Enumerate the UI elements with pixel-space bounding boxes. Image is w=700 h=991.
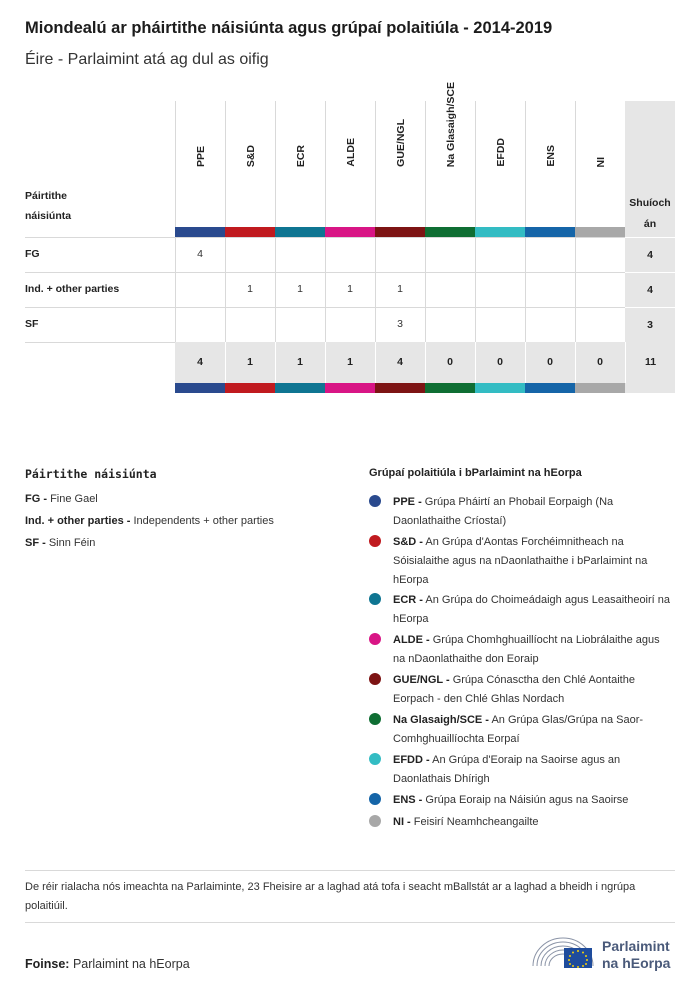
legend-group-text xyxy=(393,751,673,789)
legend-group-color-dot xyxy=(369,673,381,685)
column-header-label: EFDD xyxy=(494,138,507,167)
total-divider xyxy=(375,342,376,383)
table-row-label: SF xyxy=(25,318,39,330)
legend-group-abbr: ALDE - xyxy=(393,634,430,646)
legend-national-parties-heading: Páirtithe náisiúnta xyxy=(25,467,157,481)
seats-header-label: Shuíoch án xyxy=(629,197,671,230)
total-cell: 0 xyxy=(547,356,553,368)
seats-cell: 3 xyxy=(625,307,675,342)
group-color-bar xyxy=(575,227,625,237)
legend-group-text xyxy=(393,533,673,590)
separator-bottom xyxy=(25,922,675,923)
group-color-bar xyxy=(375,227,425,237)
cell-divider xyxy=(275,237,276,272)
column-header-label: ENS xyxy=(544,145,557,167)
cell-divider xyxy=(525,237,526,272)
table-row-label: FG xyxy=(25,248,40,260)
legend-group-name: An Grúpa Glas/Grúpa na Saor-Comhghuaillíochta Eorpaí xyxy=(393,714,644,745)
table-cell: 1 xyxy=(247,283,253,295)
cell-divider xyxy=(375,272,376,307)
cell-divider xyxy=(475,307,476,342)
seats-color-bar xyxy=(625,383,675,393)
cell-divider xyxy=(575,272,576,307)
cell-divider xyxy=(475,272,476,307)
seats-header xyxy=(625,101,675,237)
page-title: Miondealú ar pháirtithe náisiúnta agus grúpaí polaitiúla - 2014-2019 xyxy=(25,19,553,37)
cell-divider xyxy=(275,272,276,307)
total-divider xyxy=(325,342,326,383)
total-divider xyxy=(225,342,226,383)
cell-divider xyxy=(325,272,326,307)
source xyxy=(25,957,190,971)
cell-divider xyxy=(275,307,276,342)
group-color-bar xyxy=(475,227,525,237)
cell-divider xyxy=(525,272,526,307)
legend-group-color-dot xyxy=(369,535,381,547)
group-color-bar-bottom xyxy=(175,383,225,393)
cell-divider xyxy=(225,272,226,307)
legend-group-name: Grúpa Pháirtí an Phobail Eorpaigh (Na Daonlathaithe Críostaí) xyxy=(393,496,614,527)
source-text: Parlaimint na hEorpa xyxy=(72,957,190,971)
total-divider xyxy=(525,342,526,383)
total-seats-cell: 11 xyxy=(625,342,675,383)
ep-logo-text xyxy=(602,938,670,972)
group-color-bar-bottom xyxy=(225,383,275,393)
legend-party-name: Sinn Féin xyxy=(48,537,96,549)
total-cell: 0 xyxy=(497,356,503,368)
legend-group-text xyxy=(393,813,673,832)
total-divider xyxy=(475,342,476,383)
legend-group-text xyxy=(393,711,673,749)
cell-divider xyxy=(525,307,526,342)
column-header-label: Na Glasaigh/SCE xyxy=(444,81,457,167)
legend-party-abbr: FG - xyxy=(25,493,47,505)
total-divider xyxy=(425,342,426,383)
legend-group-text xyxy=(393,791,673,810)
cell-divider xyxy=(325,307,326,342)
group-color-bar xyxy=(525,227,575,237)
column-header xyxy=(425,81,475,227)
legend-group-name: Feisirí Neamhcheangailte xyxy=(413,816,539,828)
legend-group-abbr: Na Glasaigh/SCE - xyxy=(393,714,489,726)
group-color-bar-bottom xyxy=(325,383,375,393)
cell-divider xyxy=(425,307,426,342)
table-cell: 1 xyxy=(347,283,353,295)
cell-divider xyxy=(425,272,426,307)
group-color-bar-bottom xyxy=(375,383,425,393)
cell-divider xyxy=(225,307,226,342)
legend-group-color-dot xyxy=(369,713,381,725)
legend-party-abbr: SF - xyxy=(25,537,46,549)
total-cell: 1 xyxy=(297,356,303,368)
cell-divider xyxy=(575,307,576,342)
cell-divider xyxy=(325,237,326,272)
total-divider xyxy=(575,342,576,383)
table-cell: 1 xyxy=(297,283,303,295)
group-color-bar xyxy=(425,227,475,237)
legend-group-name: An Grúpa d'Aontas Forchéimnitheach na Sóisialaithe agus na nDaonlathaithe i bParlaimint na hEorpa xyxy=(393,536,648,586)
legend-group-abbr: GUE/NGL - xyxy=(393,674,450,686)
legend-party-abbr: Ind. + other parties - xyxy=(25,515,131,527)
legend-group-abbr: PPE - xyxy=(393,496,422,508)
column-header xyxy=(225,101,275,227)
legend-group-color-dot xyxy=(369,633,381,645)
legend-group-color-dot xyxy=(369,495,381,507)
seats-cell: 4 xyxy=(625,237,675,272)
legend-group-text xyxy=(393,591,673,629)
table-cell: 3 xyxy=(397,318,403,330)
legend-group-abbr: EFDD - xyxy=(393,754,430,766)
group-color-bar xyxy=(175,227,225,237)
source-label: Foinse: xyxy=(25,957,70,971)
legend-party-item xyxy=(25,537,95,549)
group-color-bar xyxy=(325,227,375,237)
cell-divider xyxy=(225,237,226,272)
group-color-bar-bottom xyxy=(475,383,525,393)
cell-divider xyxy=(475,237,476,272)
cell-divider xyxy=(425,237,426,272)
legend-group-abbr: NI - xyxy=(393,816,411,828)
legend-party-name: Independents + other parties xyxy=(133,515,274,527)
column-header-label: GUE/NGL xyxy=(394,119,407,167)
legend-party-item xyxy=(25,515,274,527)
cell-divider xyxy=(375,307,376,342)
group-color-bar-bottom xyxy=(525,383,575,393)
legend-party-name: Fine Gael xyxy=(50,493,98,505)
footnote: De réir rialacha nós imeachta na Parlaiminte, 23 Fheisire ar a laghad atá tofa i seacht mBallstát ar a laghad a bheidh i ngrúpa polaitiúil. xyxy=(25,881,636,912)
group-color-bar-bottom xyxy=(425,383,475,393)
ep-logo-line2: na hEorpa xyxy=(602,955,671,971)
legend-group-abbr: S&D - xyxy=(393,536,423,548)
legend-group-color-dot xyxy=(369,593,381,605)
cell-divider xyxy=(375,237,376,272)
legend-group-color-dot xyxy=(369,815,381,827)
legend-group-name: Grúpa Cónasctha den Chlé Aontaithe Eorpach - den Chlé Ghlas Nordach xyxy=(393,674,635,705)
total-cell: 1 xyxy=(347,356,353,368)
group-color-bar xyxy=(225,227,275,237)
column-header xyxy=(275,101,325,227)
total-cell: 1 xyxy=(247,356,253,368)
legend-group-abbr: ECR - xyxy=(393,594,423,606)
legend-group-text xyxy=(393,671,673,709)
column-header xyxy=(575,101,625,227)
total-divider xyxy=(275,342,276,383)
table-cell: 1 xyxy=(397,283,403,295)
legend-group-name: Grúpa Chomhghuaillíocht na Liobrálaithe agus na nDaonlathaithe don Eoraip xyxy=(393,634,660,665)
column-header xyxy=(375,101,425,227)
group-color-bar-bottom xyxy=(575,383,625,393)
separator-top xyxy=(25,870,675,871)
legend-group-text xyxy=(393,493,673,531)
column-header xyxy=(175,101,225,227)
total-cell: 0 xyxy=(447,356,453,368)
column-header-label: ALDE xyxy=(344,138,357,167)
legend-group-color-dot xyxy=(369,793,381,805)
cell-divider xyxy=(175,307,176,342)
total-cell: 4 xyxy=(397,356,403,368)
cell-divider xyxy=(175,272,176,307)
column-header xyxy=(325,101,375,227)
column-header xyxy=(475,101,525,227)
legend-group-color-dot xyxy=(369,753,381,765)
legend-party-item xyxy=(25,493,98,505)
column-header-label: NI xyxy=(594,156,607,167)
column-header-label: ECR xyxy=(294,144,307,167)
legend-group-name: An Grúpa do Choimeádaigh agus Leasaitheoirí na hEorpa xyxy=(393,594,671,625)
column-header-label: PPE xyxy=(194,145,207,167)
ep-logo-line1: Parlaimint xyxy=(602,938,670,954)
total-cell: 0 xyxy=(597,356,603,368)
table-row-label: Ind. + other parties xyxy=(25,283,120,295)
table-cell: 4 xyxy=(197,248,203,260)
legend-group-name: An Grúpa d'Eoraip na Saoirse agus an Daonlathais Dhírigh xyxy=(393,754,621,785)
seats-cell: 4 xyxy=(625,272,675,307)
legend-group-text xyxy=(393,631,673,669)
legend-group-name: Grúpa Eoraip na Náisiún agus na Saoirse xyxy=(425,794,629,806)
cell-divider xyxy=(175,237,176,272)
cell-divider xyxy=(575,237,576,272)
party-column-header: Páirtithe náisiúnta xyxy=(25,190,72,222)
total-cell: 4 xyxy=(197,356,203,368)
column-header xyxy=(525,101,575,227)
parliament-hemicycle-icon xyxy=(530,932,596,972)
legend-group-abbr: ENS - xyxy=(393,794,423,806)
group-color-bar-bottom xyxy=(275,383,325,393)
page-subtitle: Éire - Parlaimint atá ag dul as oifig xyxy=(25,51,269,68)
legend-political-groups-heading: Grúpaí polaitiúla i bParlaimint na hEorpa xyxy=(369,467,582,479)
column-header-label: S&D xyxy=(244,144,257,167)
group-color-bar xyxy=(275,227,325,237)
